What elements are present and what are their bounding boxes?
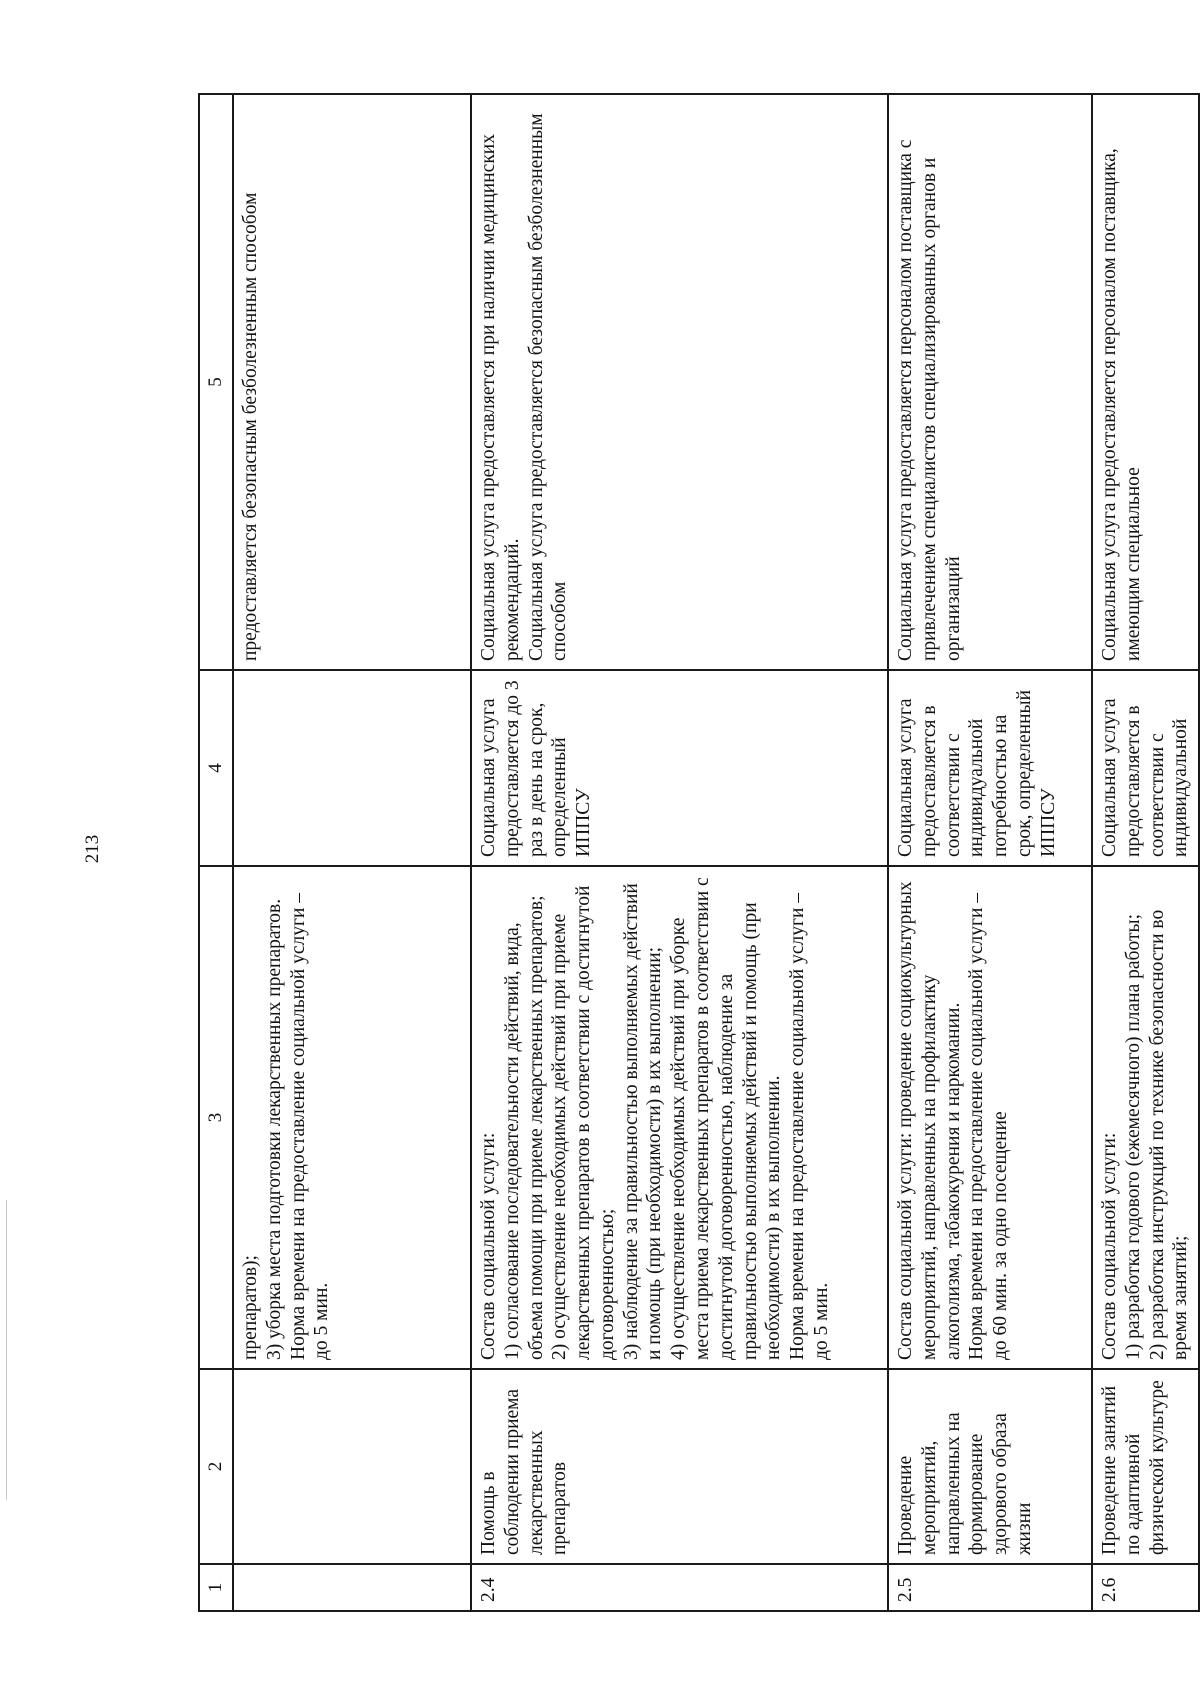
content-line: 1) разработка годового (ежемесячного) плана работы;	[1122, 913, 1144, 1360]
content-line: 2) разработка инструкций по технике безопасности во время занятий;	[1146, 909, 1192, 1360]
continuation-num-cell	[233, 1564, 471, 1611]
row-number: 2.6	[1092, 1564, 1199, 1611]
header-col-1: 1	[199, 1564, 233, 1611]
table-header-row	[199, 94, 233, 1611]
service-conditions	[888, 94, 1092, 670]
content-line: Состав социальной услуги: проведение социокультурных мероприятий, направленных на профилактику алкоголизма, табакокурения и наркомании.	[895, 881, 964, 1360]
row-number: 2.5	[888, 1564, 1092, 1611]
header-col-4: 4	[199, 670, 233, 866]
continuation-content-cell	[233, 866, 471, 1369]
service-content	[888, 866, 1092, 1369]
service-term: Социальная услуга предоставляется до 3 раз в день на срок, определенный ИППСУ	[471, 670, 888, 866]
service-term: Социальная услуга предоставляется в соответствии с индивидуальной	[1092, 670, 1199, 866]
content-line: 2) осуществление необходимых действий при приеме лекарственных препаратов в соответствии с достигнутой договоренностью;	[549, 885, 618, 1360]
continuation-conditions-cell: предоставляется безопасным безболезненным способом	[233, 94, 471, 670]
scan-edge-line	[6, 1200, 7, 1500]
header-col-2: 2	[199, 1369, 233, 1564]
header-col-3: 3	[199, 866, 233, 1369]
conditions-line: Социальная услуга предоставляется персоналом поставщика с привлечением специалистов специализированных органов и организаций	[895, 139, 964, 661]
content-line: 4) осуществление необходимых действий при уборке места приема лекарственных препаратов в соответствии с достигнутой договоренностью, наблюдение за правильностью выполняемых действий и помощь (при необходимости) в их выполнении.	[668, 877, 785, 1360]
continuation-content-line: Норма времени на предоставление социальной услуги – до 5 мин.	[287, 892, 333, 1360]
content-line: Норма времени на предоставление социальной услуги – до 5 мин.	[787, 892, 832, 1360]
page-number: 213	[82, 834, 103, 864]
service-conditions	[471, 94, 888, 670]
continuation-name-cell	[233, 1369, 471, 1564]
row-number: 2.4	[471, 1564, 888, 1611]
service-term: Социальная услуга предоставляется в соответствии с индивидуальной потребностью на срок, определенный ИППСУ	[888, 670, 1092, 866]
conditions-line: Социальная услуга предоставляется безопасным безболезненным способом	[525, 113, 571, 661]
service-name: Проведение мероприятий, направленных на формирование здорового образа жизни	[888, 1369, 1092, 1564]
rotated-table-container	[198, 95, 1192, 1612]
content-line: Состав социальной услуги:	[478, 1132, 499, 1360]
table-row-2-6	[1092, 94, 1199, 1611]
services-table	[198, 93, 1200, 1612]
conditions-line: Социальная услуга предоставляется персоналом поставщика, имеющим специальное	[1099, 148, 1144, 661]
service-content	[471, 866, 888, 1369]
content-line: Норма времени на предоставление социальной услуги – до 60 мин. за одно посещение	[966, 892, 1012, 1360]
table-row-2-4	[471, 94, 888, 1611]
continuation-content-line: 3) уборка места подготовки лекарственных препаратов.	[263, 898, 285, 1360]
content-line: 1) согласование последовательности действий, вида, объема помощи при приеме лекарственных препаратов;	[501, 895, 547, 1360]
continuation-content-line: препаратов);	[240, 1255, 261, 1360]
content-line: Состав социальной услуги:	[1099, 1132, 1120, 1360]
header-col-5: 5	[199, 94, 233, 670]
continuation-term-cell	[233, 670, 471, 866]
service-name: Проведение занятий по адаптивной физической культуре	[1092, 1369, 1199, 1564]
conditions-line: Социальная услуга предоставляется при наличии медицинских рекомендаций.	[478, 134, 523, 661]
rotated-page	[198, 95, 1192, 1612]
content-line: 3) наблюдение за правильностью выполняемых действий и помощь (при необходимости) в их выполнении;	[620, 883, 666, 1360]
service-conditions	[1092, 94, 1199, 670]
service-content	[1092, 866, 1199, 1369]
table-row-continuation	[233, 94, 471, 1611]
service-name: Помощь в соблюдении приема лекарственных препаратов	[471, 1369, 888, 1564]
table-row-2-5	[888, 94, 1092, 1611]
